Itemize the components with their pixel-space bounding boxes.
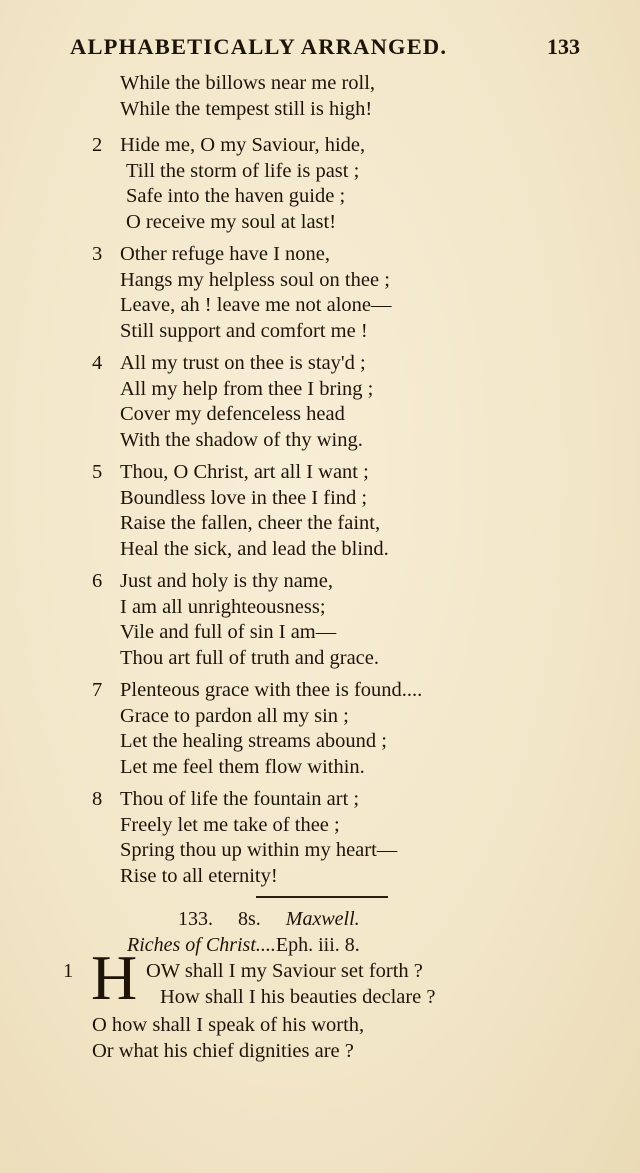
scripture-reference: Eph. iii. 8. [275,934,360,956]
stanza-number: 3 [92,243,103,265]
verse-line: While the billows near me roll, [120,72,376,94]
verse-line: Boundless love in thee I find ; [120,486,368,509]
verse-line: Spring thou up within my heart— [120,839,398,862]
verse-line: Hangs my helpless soul on thee ; [120,268,390,291]
verse-line: Hide me, O my Saviour, hide, [120,134,366,156]
verse-line: Leave, ah ! leave me not alone— [120,294,392,317]
verse-line: Vile and full of sin I am— [120,621,337,644]
verse-line: All my trust on thee is stay'd ; [120,352,366,374]
verse-line: Still support and comfort me ! [120,319,368,342]
verse-line: Thou of life the fountain art ; [120,788,360,810]
verse-line: How shall I his beauties declare ? [160,986,436,1008]
verse-line: O how shall I speak of his worth, [92,1014,365,1036]
verse-line: OW shall I my Saviour set forth ? [146,960,423,982]
verse-line: Rise to all eternity! [120,864,278,887]
hymn-meter: 8s. [238,908,261,930]
stanza-number: 8 [92,788,103,810]
drop-cap: H [91,942,138,1013]
page-number: 133 [547,34,580,59]
verse-line: Just and holy is thy name, [120,570,333,592]
verse-line: Thou art full of truth and grace. [120,646,380,669]
verse-line: Heal the sick, and lead the blind. [120,537,389,560]
stanza-8 [92,788,397,890]
stanza-number: 7 [92,679,103,701]
stanza-number: 4 [92,352,103,374]
stanza-number: 5 [92,461,103,483]
stanza-number: 6 [92,570,103,592]
verse-line: While the tempest still is high! [120,97,373,120]
running-title: ALPHABETICALLY ARRANGED. [70,34,448,59]
stanza-number: 2 [92,134,103,156]
verse-line: Or what his chief dignities are ? [92,1040,354,1062]
verse-line: O receive my soul at last! [126,210,337,233]
hymn-tune: Maxwell. [285,908,360,930]
continued-stanza [92,72,375,123]
stanza-5 [92,461,389,563]
hymn-number: 133. [178,908,213,930]
stanza-2 [92,134,365,236]
verse-line: With the shadow of thy wing. [120,428,363,451]
stanza-6 [92,570,379,672]
verse-line: Thou, O Christ, art all I want ; [120,461,369,483]
verse-line: I am all unrighteousness; [120,595,326,618]
verse-line: Safe into the haven guide ; [126,185,346,208]
running-header [70,34,580,60]
stanza-4 [92,352,373,454]
verse-line: Other refuge have I none, [120,243,331,265]
verse-line: Let me feel them flow within. [120,755,365,778]
stanza-7 [92,679,422,781]
verse-line: Let the healing streams abound ; [120,730,387,753]
verse-line: Raise the fallen, cheer the faint, [120,512,381,535]
verse-line: Plenteous grace with thee is found.... [120,679,423,701]
verse-line: Grace to pardon all my sin ; [120,704,349,727]
hymn-subject: Riches of Christ.... [127,934,276,956]
hymn-heading [178,908,360,931]
verse-line: Cover my defenceless head [120,403,345,426]
stanza-3 [92,243,392,345]
verse-line: Freely let me take of thee ; [120,813,340,836]
verse-line: All my help from thee I bring ; [120,377,374,400]
hymn-subject-line [127,934,360,957]
verse-line: Till the storm of life is past ; [126,159,360,182]
stanza-number: 1 [63,960,74,982]
section-divider [256,896,388,898]
